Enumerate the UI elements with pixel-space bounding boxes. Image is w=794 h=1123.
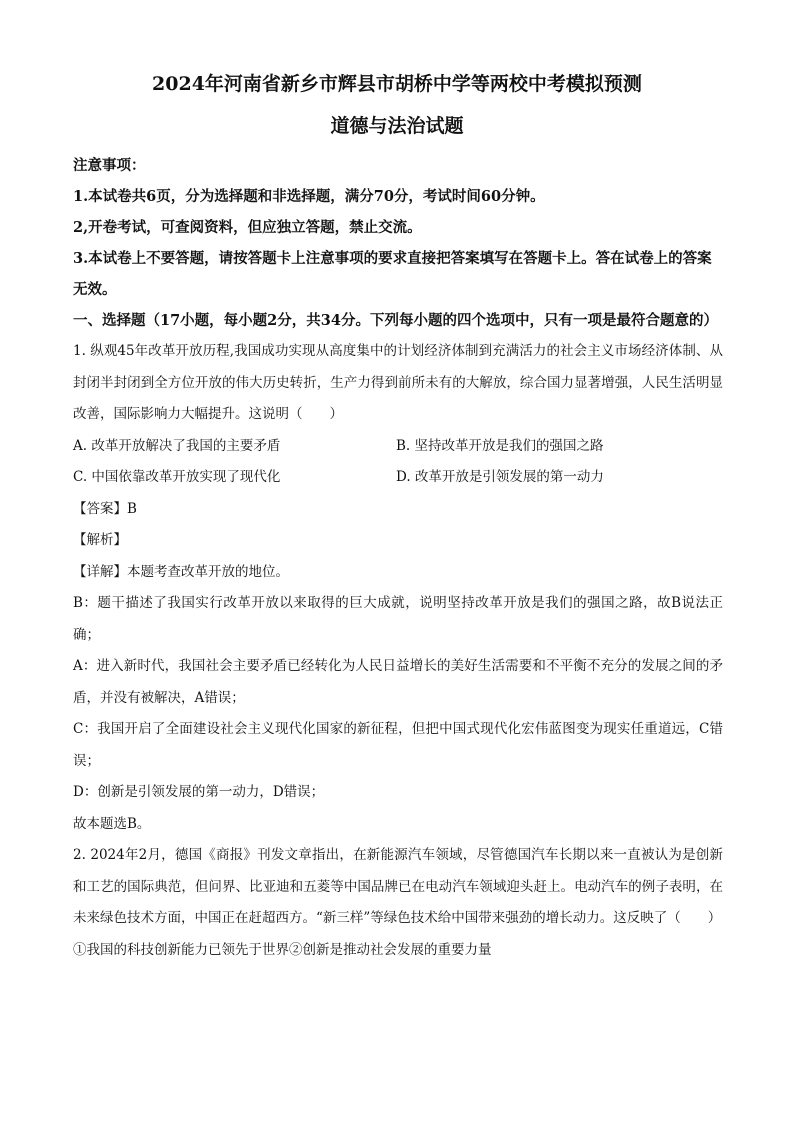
explanation-b: B：题干描述了我国实行改革开放以来取得的巨大成就，说明坚持改革开放是我们的强国之路，故B说法正确； [73,595,723,643]
question-2 [73,840,723,966]
notice-heading: 注意事项： [73,157,146,174]
conclusion: 故本题选B。 [73,815,151,832]
document-subtitle: 道德与法治试题 [330,115,464,137]
detail-label: 【详解】 [73,563,127,580]
question-1-stem: 1. 纵观45年改革开放历程,我国成功实现从高度集中的计划经济体制到充满活力的社会主义市场经济体制、从封闭半封闭到全方位开放的伟大历史转折，生产力得到前所未有的大解放，综合国力显著增强，人民生活明显改善，国际影响力大幅提升。这说明（ ） [73,343,723,422]
answer-value: B [127,500,137,517]
explanation-c: C：我国开启了全面建设社会主义现代化国家的新征程，但把中国式现代化宏伟蓝图变为现实任重道远，C错误； [73,721,723,769]
notice-item-3: 3.本试卷上不要答题，请按答题卡上注意事项的要求直接把答案填写在答题卡上。答在试卷上的答案无效。 [73,250,712,298]
explanation-d: D：创新是引领发展的第一动力，D错误； [73,784,325,800]
option-a: A. 改革开放解决了我国的主要矛盾 [73,437,281,454]
document-title: 2024年河南省新乡市辉县市胡桥中学等两校中考模拟预测 [152,73,642,95]
explanation-a: A：进入新时代，我国社会主要矛盾已经转化为人民日益增长的美好生活需要和不平衡不充分的发展之间的矛盾，并没有被解决，A错误； [73,658,723,706]
analysis-label: 【解析】 [73,532,127,548]
answer-line [73,494,723,526]
option-b: B. 坚持改革开放是我们的强国之路 [396,437,604,454]
notice-item-1: 1.本试卷共6页，分为选择题和非选择题，满分70分，考试时间60分钟。 [73,188,545,205]
question-1 [73,336,723,840]
section-heading: 一、选择题（17小题，每小题2分，共34分。下列每小题的四个选项中，只有一项是最符合题意的） [73,312,718,329]
option-d: D. 改革开放是引领发展的第一动力 [396,469,604,485]
document-body [73,150,723,966]
detail-line [73,557,723,589]
option-c: C. 中国依靠改革开放实现了现代化 [73,469,281,485]
answer-label: 【答案】 [73,500,127,517]
question-1-options [73,431,723,494]
question-2-statements: ①我国的科技创新能力已领先于世界②创新是推动社会发展的重要力量 [73,941,492,958]
question-2-stem: 2. 2024年2月，德国《商报》刊发文章指出，在新能源汽车领域，尽管德国汽车长期以来一直被认为是创新和工艺的国际典范，但问界、比亚迪和五菱等中国品牌已在电动汽车领域迎头赶上。电动汽车的例子表明，在未来绿色技术方面，中国正在赶超西方。“新三样”等绿色技术给中国带来强劲的增长动力。这反映了（ ） [73,847,723,926]
notice-item-2: 2,开卷考试，可查阅资料，但应独立答题，禁止交流。 [73,219,422,236]
detail-text: 本题考查改革开放的地位。 [127,563,289,580]
